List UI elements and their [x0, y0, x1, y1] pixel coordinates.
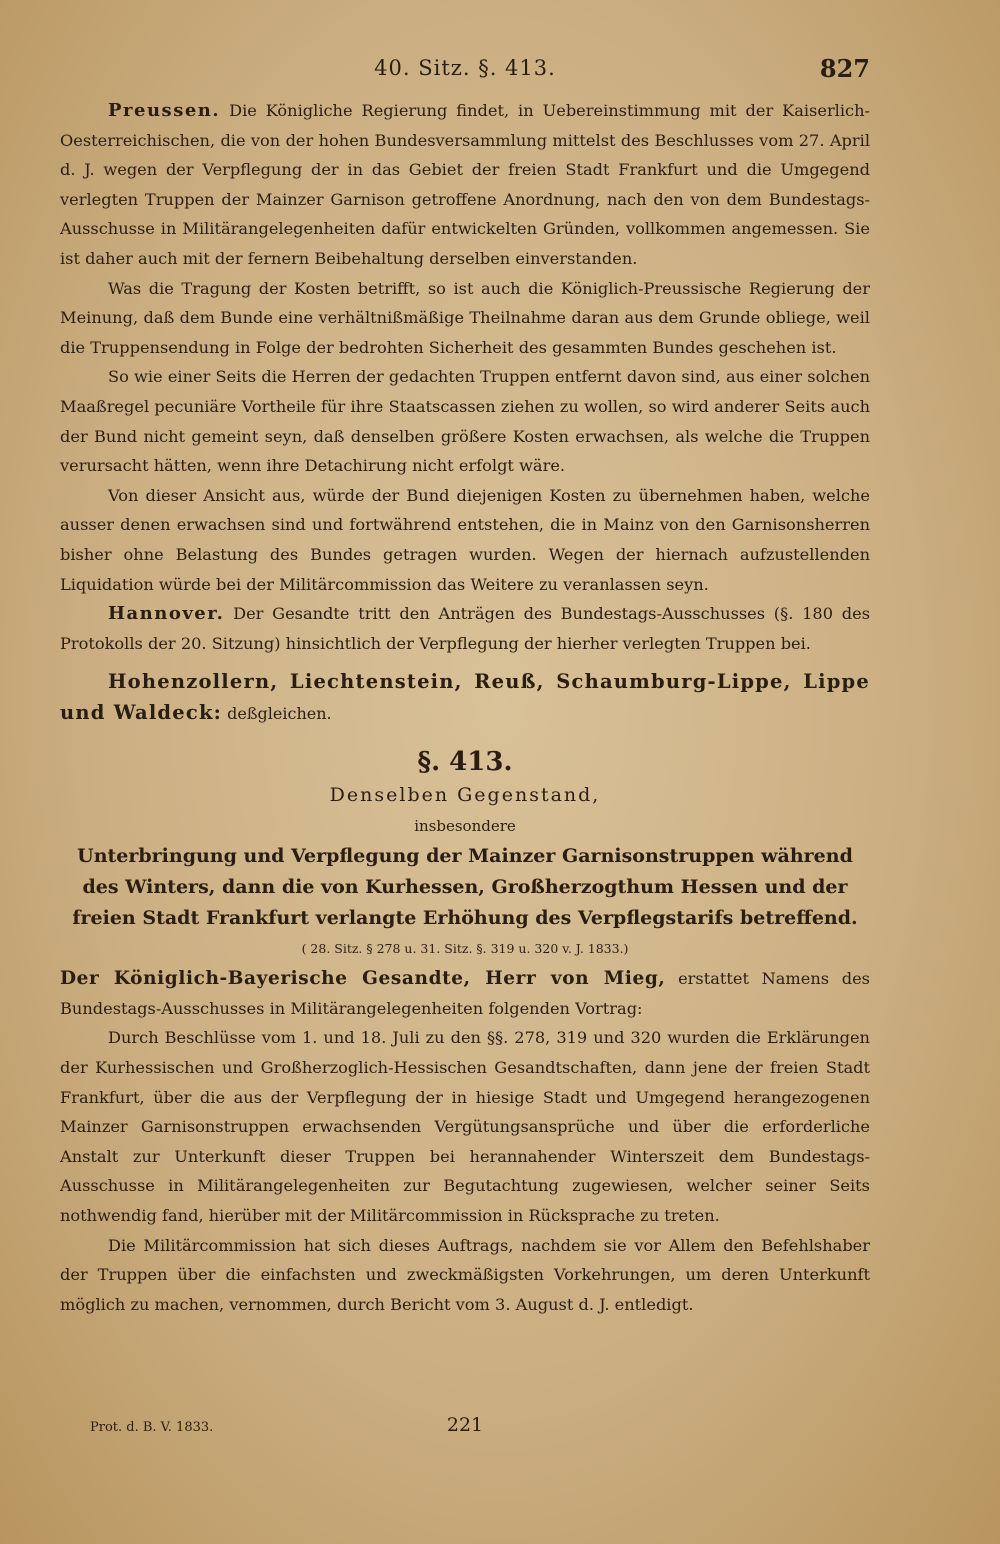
references: ( 28. Sitz. § 278 u. 31. Sitz. §. 319 u. 320 v. J. 1833.)	[301, 941, 629, 957]
document-body	[60, 96, 870, 1319]
section-title: §. 413.	[417, 747, 513, 778]
running-head: 40. Sitz. §. 413.	[374, 56, 556, 80]
speaker-paragraph	[60, 964, 870, 1023]
speaker-name: Der Königlich-Bayerische Gesandte, Herr von Mieg,	[60, 968, 666, 990]
page-number: 827	[819, 54, 870, 83]
subject-heading: Denselben Gegenstand,	[329, 784, 601, 807]
paragraph-costs: Was die Tragung der Kosten betrifft, so ist auch die Königlich-Preussische Regierung der Meinung, daß dem Bunde eine verhältnißmäßige Theilnahme daran aus dem Grunde obliege, weil die Truppensendung in Folge der bedrohten Sicherheit des gesammten Bundes geschehen ist.	[60, 278, 870, 357]
paragraph-ansicht: Von dieser Ansicht aus, würde der Bund diejenigen Kosten zu übernehmen haben, welche ausser denen erwachsen sind und fortwährend entstehen, die in Mainz von den Garnisonsherren bisher ohne Belastung des Bundes getragen wurden. Wegen der hiernach aufzustellenden Liquidation würde bei der Militärcommission das Weitere zu veranlassen seyn.	[60, 485, 870, 594]
page-footer	[60, 1414, 870, 1440]
paragraph-herren: So wie einer Seits die Herren der gedachten Truppen entfernt davon sind, aus einer solchen Maaßregel pecuniäre Vortheile für ihre Staatscassen ziehen zu wollen, so wird anderer Seits auch der Bund nicht gemeint seyn, daß denselben größere Kosten erwachsen, als welche die Truppen verursacht hätten, wenn ihre Detachirung nicht erfolgt wäre.	[60, 367, 870, 476]
speaker-rest: erstattet Namens des Bundestags-Ausschusses in Militärangelegenheiten folgenden Vortrag:	[60, 969, 870, 1018]
state-name-preussen: Preussen.	[108, 100, 221, 121]
page-header	[60, 56, 870, 86]
paragraph-preussen	[60, 96, 870, 274]
paragraph-text: deßgleichen.	[222, 704, 332, 724]
subject-connector: insbesondere	[414, 817, 516, 836]
paragraph-militaercommission: Die Militärcommission hat sich dieses Auftrags, nachdem sie vor Allem den Befehlshaber der Truppen über die einfachsten und zweckmäßigsten Vorkehrungen, um deren Unterkunft möglich zu machen, vernommen, durch Bericht vom 3. August d. J. entledigt.	[60, 1235, 870, 1314]
paragraph-text: Die Königliche Regierung findet, in Uebereinstimmung mit der Kaiserlich-Oesterreichischen, die von der hohen Bundesversammlung mittelst des Beschlusses vom 27. April d. J. wegen der Verpflegung der in das Gebiet der freien Stadt Frankfurt und die Umgegend verlegten Truppen der Mainzer Garnison getroffene Anordnung, nach den von dem Bundestags-Ausschusse in Militärangelegenheiten dafür entwickelten Gründen, vollkommen angemessen. Sie ist daher auch mit der fernern Beibehaltung derselben einverstanden.	[60, 101, 870, 268]
paragraph-hannover	[60, 599, 870, 658]
paragraph-states	[60, 666, 870, 729]
subject-description: Unterbringung und Verpflegung der Mainzer Garnisonstruppen während des Winters, dann die von Kurhessen, Großherzogthum Hessen und der freien Stadt Frankfurt verlangte Erhöhung des Verpflegstarifs betreffend.	[72, 845, 858, 930]
paragraph-beschluesse: Durch Beschlüsse vom 1. und 18. Juli zu den §§. 278, 319 und 320 wurden die Erklärungen der Kurhessischen und Großherzoglich-Hessischen Gesandtschaften, dann jene der freien Stadt Frankfurt, über die aus der Verpflegung der in hiesige Stadt und Umgegend herangezogenen Mainzer Garnisonstruppen erwachsenden Vergütungsansprüche und über die erforderliche Anstalt zur Unterkunft dieser Truppen bei herannahender Winterszeit dem Bundestags-Ausschusse in Militärangelegenheiten zur Begutachtung zugewiesen, welcher seiner Seits nothwendig fand, hierüber mit der Militärcommission in Rücksprache zu treten.	[60, 1028, 870, 1226]
footer-signature: Prot. d. B. V. 1833.	[90, 1420, 214, 1435]
footer-sheet-number: 221	[446, 1414, 484, 1436]
paragraph-text: Der Gesandte tritt den Anträgen des Bundestags-Ausschusses (§. 180 des Protokolls der 20. Sitzung) hinsichtlich der Verpflegung der hierher verlegten Truppen bei.	[60, 604, 870, 653]
state-name-hannover: Hannover.	[108, 603, 225, 625]
state-names-list: Hohenzollern, Liechtenstein, Reuß, Schaumburg-Lippe, Lippe und Waldeck:	[60, 670, 870, 725]
